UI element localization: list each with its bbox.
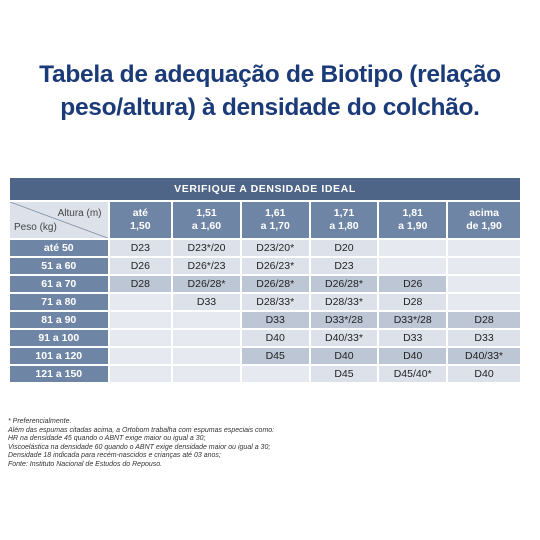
table-cell: D26*/23 bbox=[173, 258, 240, 274]
column-header: 1,81 a 1,90 bbox=[379, 202, 446, 238]
table-cell: D45 bbox=[242, 348, 309, 364]
table-cell: D33*/28 bbox=[379, 312, 446, 328]
table-cell bbox=[379, 240, 446, 256]
table-cell bbox=[110, 330, 172, 346]
table-cell: D40/33* bbox=[448, 348, 520, 364]
table-cell: D26 bbox=[379, 276, 446, 292]
page-title bbox=[0, 58, 540, 124]
footnote-line: Viscoelástica na densidade 60 quando o ABNT exige densidade maior ou igual a 30; bbox=[8, 443, 271, 451]
table-cell bbox=[379, 258, 446, 274]
height-axis-label: Altura (m) bbox=[57, 208, 102, 219]
footnote-line: * Preferencialmente. bbox=[8, 418, 72, 425]
table-cell: D23 bbox=[110, 240, 172, 256]
footnote-line: Densidade 18 indicada para recém-nascidos e crianças até 03 anos; bbox=[8, 452, 221, 460]
row-header: 61 a 70 bbox=[10, 276, 108, 292]
table-cell: D26/23* bbox=[242, 258, 309, 274]
table-cell: D28 bbox=[379, 294, 446, 310]
table-row bbox=[10, 294, 520, 310]
title-line-1: Tabela de adequação de Biotipo (relação bbox=[39, 61, 501, 88]
table-cell: D40/33* bbox=[311, 330, 378, 346]
table-row bbox=[10, 366, 520, 382]
table-cell: D26/28* bbox=[311, 276, 378, 292]
table-cell bbox=[110, 366, 172, 382]
column-header: 1,71 a 1,80 bbox=[311, 202, 378, 238]
table-row bbox=[10, 330, 520, 346]
table-row bbox=[10, 312, 520, 328]
table-cell bbox=[448, 258, 520, 274]
table-cell bbox=[110, 348, 172, 364]
row-header: 71 a 80 bbox=[10, 294, 108, 310]
title-line-2: peso/altura) à densidade do colchão. bbox=[60, 94, 480, 121]
table-cell: D26/28* bbox=[173, 276, 240, 292]
table-cell: D28/33* bbox=[311, 294, 378, 310]
table-cell: D33 bbox=[379, 330, 446, 346]
row-header: 121 a 150 bbox=[10, 366, 108, 382]
table-row bbox=[10, 240, 520, 256]
footnote-line: Além das espumas citadas acima, a Ortobom trabalha com espumas especiais como: bbox=[8, 426, 275, 434]
column-header: acima de 1,90 bbox=[448, 202, 520, 238]
table-cell bbox=[173, 330, 240, 346]
footnote-line: HR na densidade 45 quando o ABNT exige maior ou igual a 30; bbox=[8, 435, 206, 443]
table-cell: D33*/28 bbox=[311, 312, 378, 328]
table-cell bbox=[448, 294, 520, 310]
row-header: 101 a 120 bbox=[10, 348, 108, 364]
table-cell: D45 bbox=[311, 366, 378, 382]
table-cell: D23*/20 bbox=[173, 240, 240, 256]
table-cell bbox=[448, 276, 520, 292]
table-cell: D23 bbox=[311, 258, 378, 274]
table-cell bbox=[448, 240, 520, 256]
table-row bbox=[10, 276, 520, 292]
table-cell: D33 bbox=[242, 312, 309, 328]
footnotes bbox=[8, 418, 528, 470]
table-cell: D33 bbox=[173, 294, 240, 310]
table-cell: D45/40* bbox=[379, 366, 446, 382]
row-header: 51 a 60 bbox=[10, 258, 108, 274]
table-cell: D40 bbox=[242, 330, 309, 346]
row-header: 81 a 90 bbox=[10, 312, 108, 328]
table-cell: D40 bbox=[379, 348, 446, 364]
table-cell bbox=[173, 348, 240, 364]
table-cell: D26 bbox=[110, 258, 172, 274]
table-cell: D28 bbox=[448, 312, 520, 328]
table-cell: D23/20* bbox=[242, 240, 309, 256]
density-table bbox=[8, 176, 522, 384]
table-cell bbox=[242, 366, 309, 382]
table-cell bbox=[173, 366, 240, 382]
column-header: 1,61 a 1,70 bbox=[242, 202, 309, 238]
row-header: 91 a 100 bbox=[10, 330, 108, 346]
table-row bbox=[10, 258, 520, 274]
table-main-header: VERIFIQUE A DENSIDADE IDEAL bbox=[10, 178, 520, 200]
table-cell bbox=[110, 312, 172, 328]
table-cell: D28/33* bbox=[242, 294, 309, 310]
column-header: até 1,50 bbox=[110, 202, 172, 238]
footnote-line: Fonte: Instituto Nacional de Estudos do Repouso. bbox=[8, 460, 163, 468]
table-corner-header bbox=[10, 202, 108, 238]
table-cell: D40 bbox=[448, 366, 520, 382]
table-cell: D20 bbox=[311, 240, 378, 256]
table-cell: D28 bbox=[110, 276, 172, 292]
table-row bbox=[10, 348, 520, 364]
row-header: até 50 bbox=[10, 240, 108, 256]
table-cell: D33 bbox=[448, 330, 520, 346]
table-cell: D26/28* bbox=[242, 276, 309, 292]
table-cell bbox=[173, 312, 240, 328]
column-header: 1,51 a 1,60 bbox=[173, 202, 240, 238]
weight-axis-label: Peso (kg) bbox=[14, 222, 57, 233]
table-cell: D40 bbox=[311, 348, 378, 364]
table-cell bbox=[110, 294, 172, 310]
